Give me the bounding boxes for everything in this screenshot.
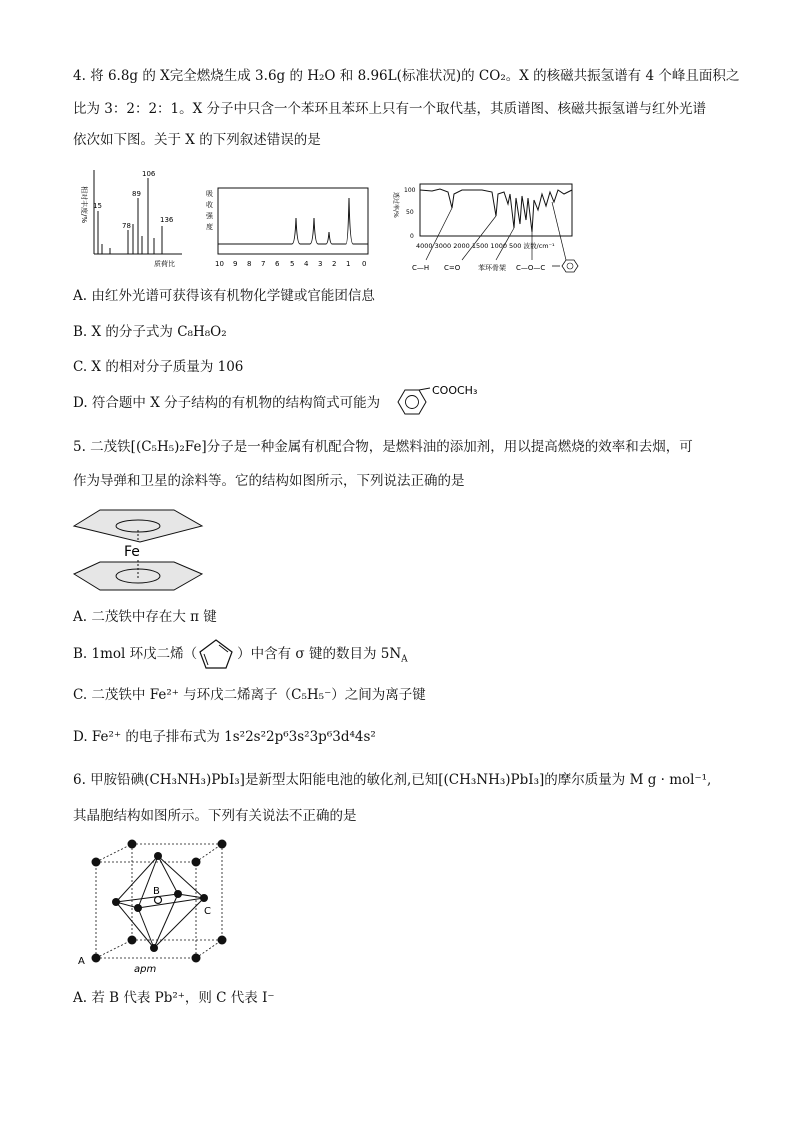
nmr-tick: 3 — [318, 260, 323, 268]
corner-atom — [128, 936, 137, 945]
corner-atom — [128, 840, 137, 849]
ms-peak-label: 15 — [93, 202, 102, 210]
nmr-ylabel: 吸 — [206, 190, 213, 198]
ir-pointer — [462, 216, 496, 260]
q4-stem-line-1: 4. 将 6.8g 的 X完全燃烧生成 3.6g 的 H₂O 和 8.96L(标准状况)的 CO₂。X 的核磁共振氢谱有 4 个峰且面积之 — [73, 68, 740, 84]
nmr-ylabel: 度 — [206, 223, 213, 231]
cyclopentadiene-structure-icon — [194, 636, 238, 672]
ms-peak-label: 106 — [142, 170, 156, 178]
nmr-tick: 8 — [247, 260, 252, 268]
q5-option-c: C. 二茂铁中 Fe²⁺ 与环戊二烯离子（C₅H₅⁻）之间为离子键 — [73, 687, 426, 703]
corner-atom — [92, 858, 101, 867]
q4-option-d-text: D. 符合题中 X 分子结构的有机物的结构简式可能为 — [73, 395, 381, 411]
ir-bond-label: C=O — [444, 264, 461, 272]
nmr-tick: 6 — [275, 260, 280, 268]
nmr-trace — [218, 198, 368, 244]
label-apm: apm — [134, 964, 157, 975]
ir-ytick: 0 — [410, 233, 414, 240]
cyclopentadiene-ring — [200, 640, 232, 668]
label-b: B — [153, 886, 160, 897]
fe-atom-label: Fe — [124, 544, 140, 560]
face-atom — [154, 852, 162, 860]
perovskite-unit-cell — [74, 836, 234, 976]
q5-option-b-suffix: ）中含有 σ 键的数目为 5N — [237, 646, 402, 662]
q5-option-b-prefix: B. 1mol 环戊二烯（ — [73, 646, 198, 662]
mass-spectrum-figure — [76, 166, 186, 270]
substituent-bond — [419, 388, 430, 390]
q4-option-a: A. 由红外光谱可获得该有机物化学键或官能团信息 — [73, 288, 375, 304]
ir-spectrum-figure — [392, 180, 632, 274]
corner-atom — [218, 840, 227, 849]
nmr-tick: 9 — [233, 260, 238, 268]
q6-stem-line-2: 其晶胞结构如图所示。下列有关说法不正确的是 — [73, 808, 357, 824]
top-cyclopentadienyl-ring — [74, 510, 202, 542]
label-c: C — [204, 906, 211, 917]
ms-peak-label: 89 — [132, 190, 141, 198]
q4-option-c: C. X 的相对分子质量为 106 — [73, 359, 244, 375]
q5-stem-line-1: 5. 二茂铁[(C₅H₅)₂Fe]分子是一种金属有机配合物，是燃料油的添加剂，用以提高燃烧的效率和去烟，可 — [73, 439, 693, 455]
benzene-ring-icon — [398, 390, 426, 414]
face-atom — [174, 890, 182, 898]
corner-atom — [192, 858, 201, 867]
methyl-benzoate-structure — [392, 384, 492, 420]
nmr-tick: 5 — [290, 260, 295, 268]
ir-ylabel: 透过率/% — [392, 192, 399, 218]
ir-bond-label: C—O—C — [516, 264, 546, 272]
face-atom — [150, 944, 158, 952]
ir-ytick: 100 — [404, 187, 416, 194]
ferrocene-structure — [70, 502, 210, 598]
ir-phenyl-icon — [552, 260, 578, 272]
q5-option-b — [73, 644, 408, 670]
benzene-ring-circle — [406, 396, 419, 409]
corner-atom — [218, 936, 227, 945]
nmr-tick: 0 — [362, 260, 367, 268]
nmr-tick: 10 — [215, 260, 224, 268]
nmr-tick: 2 — [332, 260, 337, 268]
ir-pointer — [426, 208, 452, 260]
q6-stem-line-1: 6. 甲胺铅碘(CH₃NH₃)PbI₃]是新型太阳能电池的敏化剂,已知[(CH₃NH₃)PbI₃]的摩尔质量为 M g · mol⁻¹, — [73, 772, 712, 788]
face-atom — [112, 898, 120, 906]
ir-xaxis: 4000 3000 2000 1500 1000 500 波数/cm⁻¹ — [416, 242, 555, 250]
ir-ytick: 50 — [406, 209, 414, 216]
substituent-label: COOCH₃ — [432, 384, 478, 397]
ir-pointer — [552, 202, 566, 260]
ms-xlabel: 质荷比 — [154, 260, 175, 268]
q5-option-a: A. 二茂铁中存在大 π 键 — [73, 609, 217, 625]
label-a: A — [78, 956, 85, 967]
ms-peak-label: 136 — [160, 216, 174, 224]
face-atom — [134, 904, 142, 912]
face-atom — [200, 894, 208, 902]
ir-frame — [420, 184, 572, 236]
q5-option-d: D. Fe²⁺ 的电子排布式为 1s²2s²2p⁶3s²3p⁶3d⁴4s² — [73, 729, 376, 745]
q5-stem-line-2: 作为导弹和卫星的涂料等。它的结构如图所示，下列说法正确的是 — [73, 473, 465, 489]
ir-bond-label: C—H — [412, 264, 430, 272]
body-center-atom — [155, 897, 162, 904]
nmr-ylabel: 强 — [206, 212, 213, 220]
nmr-tick: 1 — [346, 260, 351, 268]
nmr-spectrum-figure — [200, 184, 380, 270]
q4-stem-line-3: 依次如下图。关于 X 的下列叙述错误的是 — [73, 132, 321, 148]
corner-atom — [192, 954, 201, 963]
ms-ylabel: 相对丰度/% — [80, 186, 88, 224]
ms-peak-label: 78 — [122, 222, 131, 230]
nmr-tick: 4 — [304, 260, 309, 268]
ir-trace — [420, 189, 572, 232]
q5-option-b-subscript: A — [401, 654, 408, 665]
nmr-tick: 7 — [261, 260, 266, 268]
corner-atom — [92, 954, 101, 963]
q4-option-b: B. X 的分子式为 C₈H₈O₂ — [73, 324, 227, 340]
q4-stem-line-2: 比为 3：2：2：1。X 分子中只含一个苯环且苯环上只有一个取代基，其质谱图、核磁共振氢谱与红外光谱 — [73, 101, 707, 117]
q4-option-d — [73, 393, 380, 413]
ir-bond-label: 苯环骨架 — [478, 264, 506, 272]
nmr-ylabel: 收 — [206, 201, 213, 209]
q6-option-a: A. 若 B 代表 Pb²⁺，则 C 代表 I⁻ — [73, 990, 275, 1006]
